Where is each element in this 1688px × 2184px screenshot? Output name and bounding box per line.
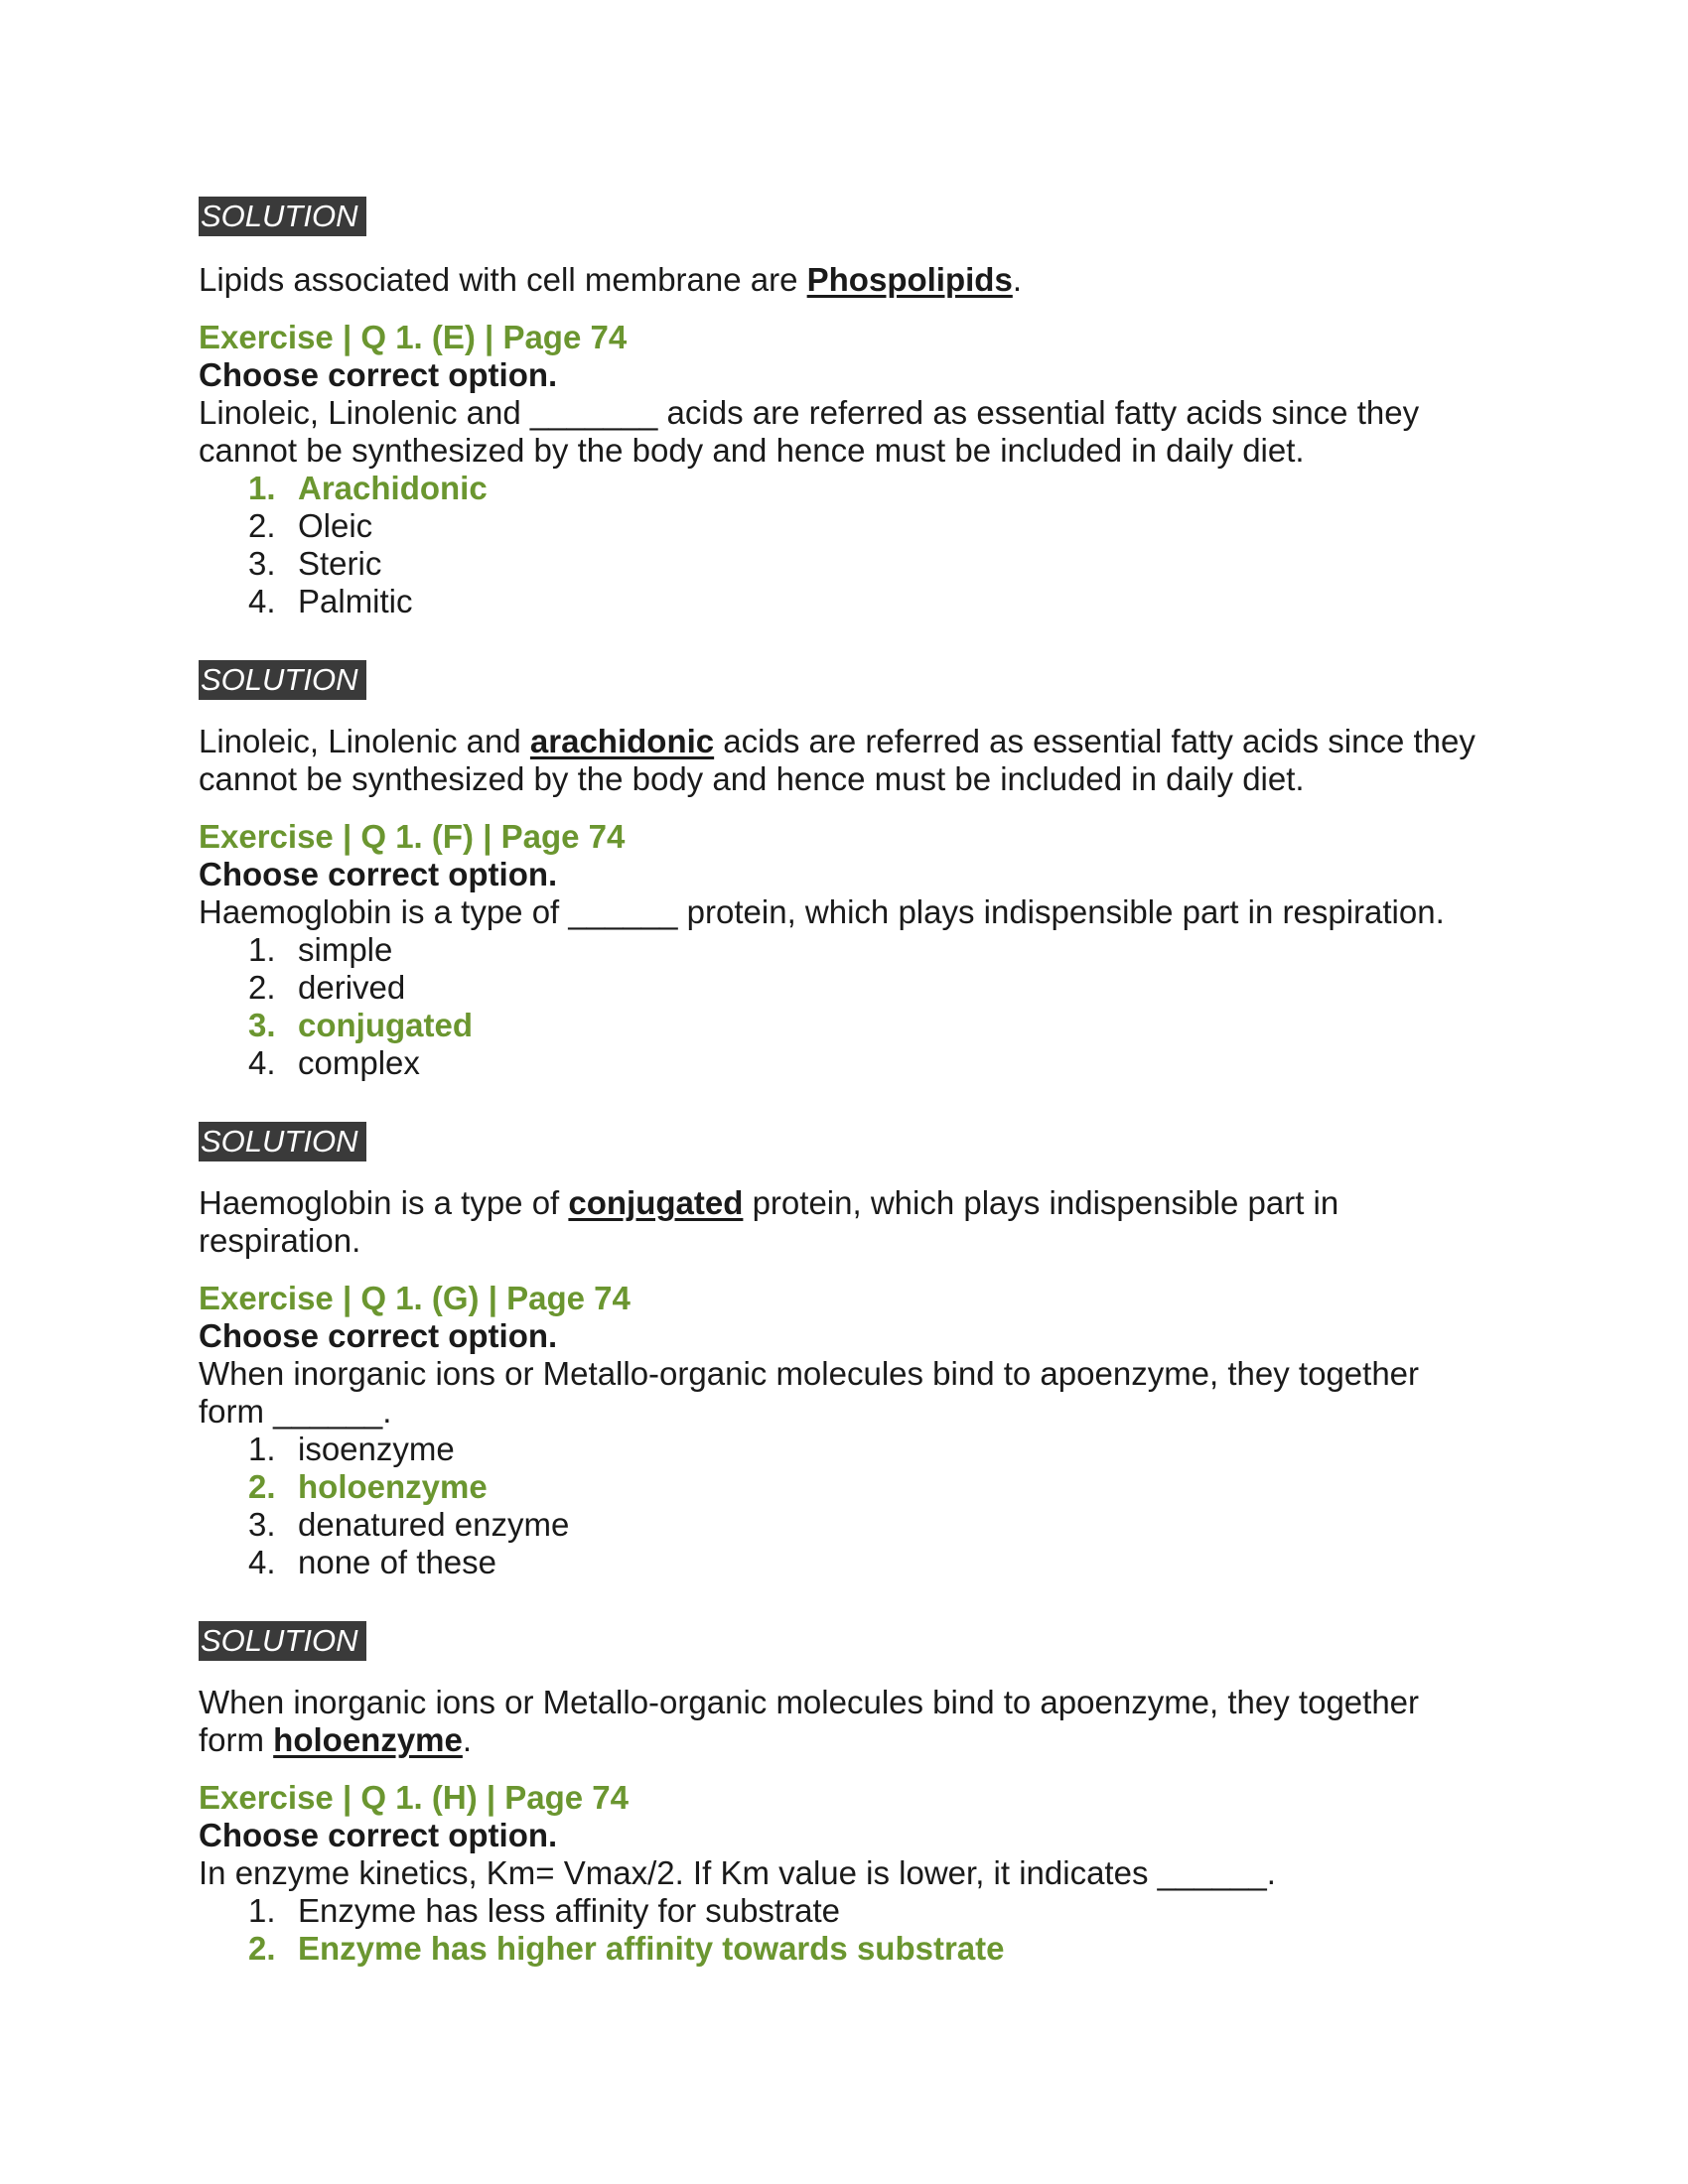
solution-text-line: cannot be synthesized by the body and hence must be included in daily diet. [199,760,1305,797]
option-item [248,931,392,969]
question-text-line: cannot be synthesized by the body and hence must be included in daily diet. [199,432,1305,469]
option-text: complex [298,1044,420,1081]
option-number: 1. [248,931,276,968]
solution-text-pre: Haemoglobin is a type of [199,1184,569,1221]
solution-text [199,1721,472,1759]
option-text: Enzyme has higher affinity towards substrate [298,1930,1005,1967]
solution-text [199,261,1022,299]
exercise-heading: Exercise | Q 1. (H) | Page 74 [199,1779,630,1816]
question-text-line: When inorganic ions or Metallo-organic molecules bind to apoenzyme, they together [199,1355,1420,1392]
question-prompt: Choose correct option. [199,1317,558,1354]
solution-text-post: . [1012,261,1022,298]
solution-text-pre: Lipids associated with cell membrane are [199,261,807,298]
option-item [248,507,372,545]
option-item [248,1007,473,1044]
option-item [248,583,413,620]
solution-answer: conjugated [568,1184,744,1221]
option-number: 1. [248,1892,276,1929]
solution-text [199,1184,1338,1222]
solution-text [199,723,1476,760]
question-text-line: Linoleic, Linolenic and _______ acids are referred as essential fatty acids since they [199,394,1420,431]
exercise-heading: Exercise | Q 1. (E) | Page 74 [199,319,628,355]
solution-text-line: When inorganic ions or Metallo-organic molecules bind to apoenzyme, they together [199,1684,1420,1720]
option-number: 3. [248,1007,276,1043]
option-number: 4. [248,583,276,619]
option-text: simple [298,931,393,968]
option-text: none of these [298,1544,496,1580]
solution-text-pre: Linoleic, Linolenic and [199,723,530,759]
option-text: denatured enzyme [298,1506,570,1543]
option-text: Palmitic [298,583,413,619]
option-number: 2. [248,1930,276,1967]
option-number: 3. [248,545,276,582]
option-number: 2. [248,969,276,1006]
option-number: 1. [248,470,276,506]
solution-text-post: . [462,1721,473,1758]
solution-answer: Phospolipids [806,261,1013,298]
question-prompt: Choose correct option. [199,1817,558,1853]
question-text-line: In enzyme kinetics, Km= Vmax/2. If Km value is lower, it indicates ______. [199,1854,1276,1891]
solution-badge: SOLUTION [199,660,366,700]
solution-text-line: respiration. [199,1222,361,1259]
option-text: derived [298,969,406,1006]
question-text-line: form ______. [199,1393,392,1430]
option-item [248,1468,488,1506]
option-text: conjugated [298,1007,474,1043]
option-item [248,1506,569,1544]
option-text: isoenzyme [298,1431,455,1467]
option-number: 4. [248,1044,276,1081]
option-item [248,1930,1005,1968]
exercise-heading: Exercise | Q 1. (F) | Page 74 [199,818,626,855]
option-item [248,1544,496,1581]
solution-answer: holoenzyme [273,1721,463,1758]
option-item [248,470,488,507]
option-text: holoenzyme [298,1468,488,1505]
option-item [248,545,381,583]
solution-badge: SOLUTION [199,1621,366,1661]
solution-text-post: acids are referred as essential fatty acids since they [714,723,1476,759]
option-item [248,1431,455,1468]
question-prompt: Choose correct option. [199,356,558,393]
option-text: Enzyme has less affinity for substrate [298,1892,840,1929]
solution-text-post: protein, which plays indispensible part in [743,1184,1339,1221]
option-number: 4. [248,1544,276,1580]
exercise-heading: Exercise | Q 1. (G) | Page 74 [199,1280,631,1316]
question-text-line: Haemoglobin is a type of ______ protein, which plays indispensible part in respiration. [199,893,1445,930]
option-number: 1. [248,1431,276,1467]
solution-text-pre: form [199,1721,274,1758]
solution-badge: SOLUTION [199,1122,366,1161]
option-number: 3. [248,1506,276,1543]
solution-answer: arachidonic [529,723,715,759]
option-text: Arachidonic [298,470,488,506]
solution-badge: SOLUTION [199,197,366,236]
option-text: Oleic [298,507,373,544]
option-item [248,1044,420,1082]
option-number: 2. [248,1468,276,1505]
option-item [248,1892,840,1930]
option-number: 2. [248,507,276,544]
option-text: Steric [298,545,382,582]
option-item [248,969,405,1007]
question-prompt: Choose correct option. [199,856,558,892]
